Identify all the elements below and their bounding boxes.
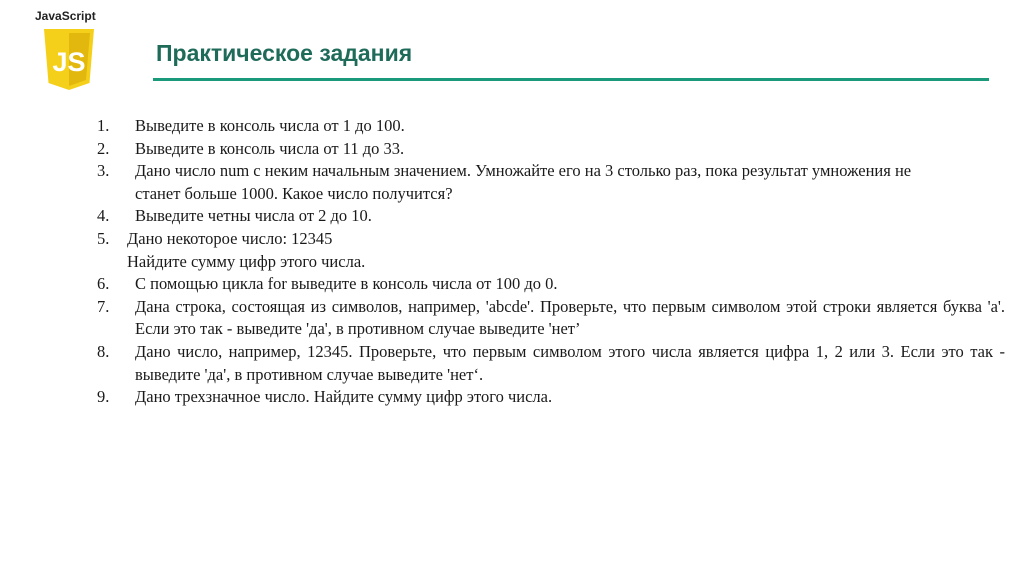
task-text: Дано число, например, 12345. Проверьте, что первым символом этого числа является цифра 1, 2 или 3. Если это так - выведите 'да', в противном случае выведите 'нет‘. [135,341,1005,384]
task-number: 3. [97,161,110,181]
task-text: Выведите в консоль числа от 11 до 33. [135,138,405,158]
task-number: 6. [97,274,110,294]
task-number: 5. [97,228,110,248]
task-item-9 [97,386,1005,409]
task-text: Выведите четны числа от 2 до 10. [135,206,372,226]
task-number: 4. [97,206,110,226]
task-item-7 [97,296,1005,341]
task-item-3 [97,160,1005,205]
task-number: 9. [97,387,110,407]
task-number: 7. [97,296,110,316]
javascript-logo-icon [44,29,94,90]
task-item-6 [97,273,1005,296]
task-item-4 [97,205,1005,228]
corner-label: JavaScript [35,9,96,23]
task-item-5 [97,228,1005,273]
task-text: С помощью цикла for выведите в консоль числа от 100 до 0. [135,274,558,294]
task-item-2 [97,138,1005,161]
task-subline: Найдите сумму цифр этого числа. [127,251,366,271]
page-title: Практическое задания [156,40,413,66]
task-number: 8. [97,341,110,361]
logo-letters: JS [52,47,86,77]
title-divider [153,78,989,81]
task-number: 1. [97,116,110,135]
task-item-8 [97,341,1005,386]
task-text: Выведите в консоль числа от 1 до 100. [135,116,405,135]
task-number: 2. [97,138,110,158]
task-text: Дана строка, состоящая из символов, например, 'abcde'. Проверьте, что первым символом этой строки является буква 'a'. Если это так - выведите 'да', в противном случае выведите 'нет’ [135,296,1005,339]
task-list [97,115,1005,409]
task-text: Дано число num с неким начальным значением. Умножайте его на 3 столько раз, пока результат умножения не станет больше 1000. Какое число получится? [135,161,912,203]
task-text: Дано некоторое число: 12345 [127,228,333,248]
task-text: Дано трехзначное число. Найдите сумму цифр этого числа. [135,387,553,407]
task-item-1 [97,115,1005,138]
